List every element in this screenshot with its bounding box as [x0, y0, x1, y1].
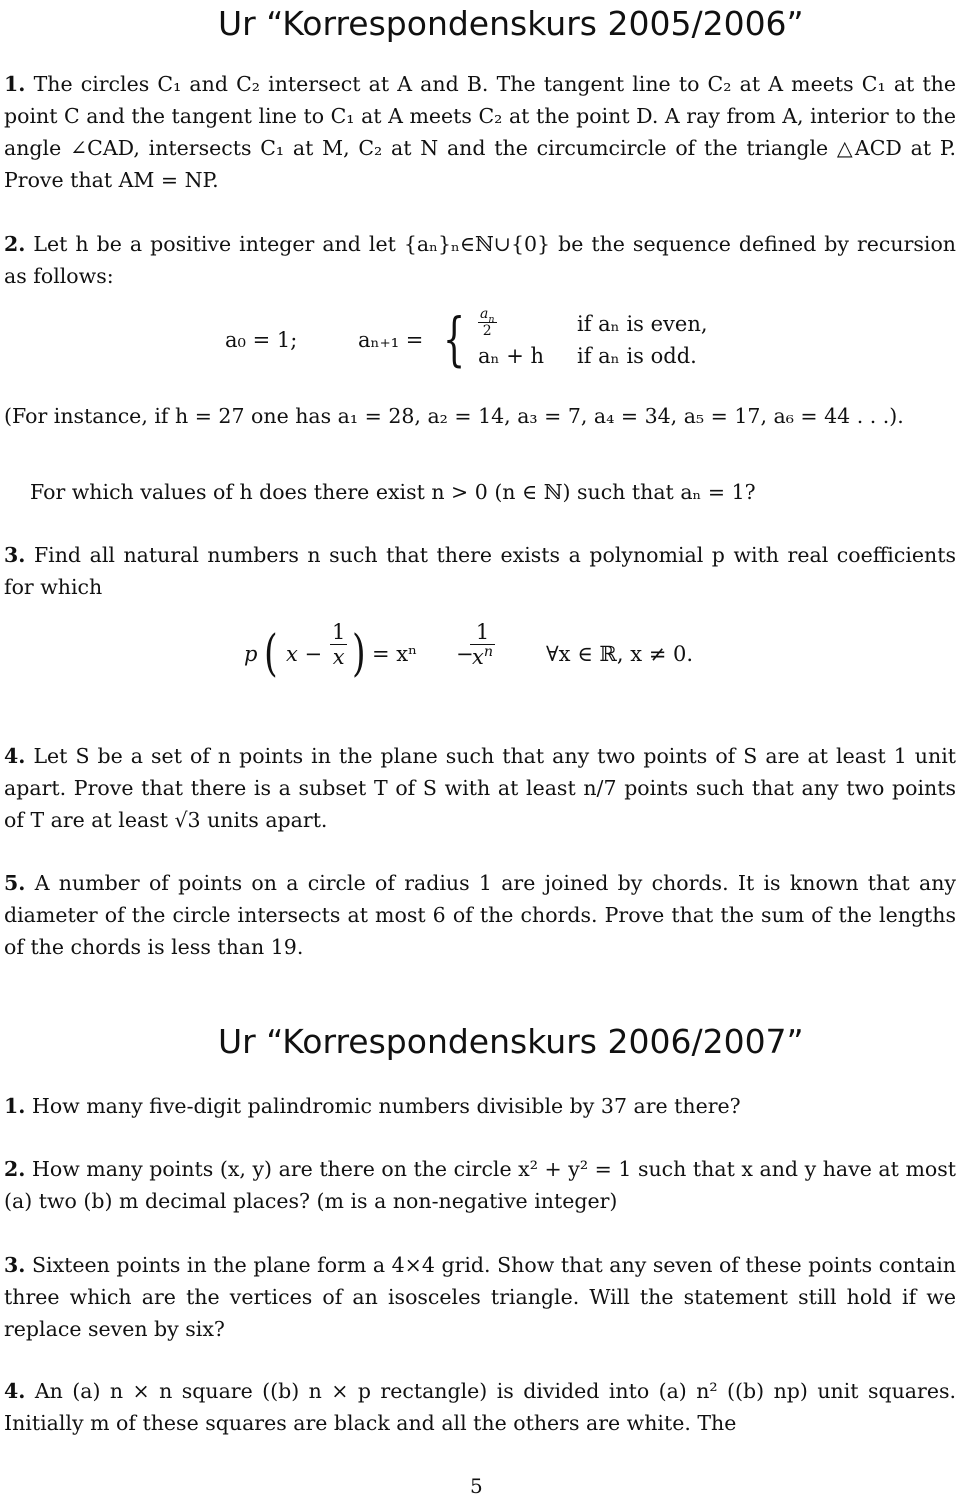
problem-2005-3 [4, 539, 956, 603]
problem-number: 5. [4, 871, 26, 895]
problem-2005-4 [4, 740, 956, 836]
problem-2005-1 [4, 68, 956, 196]
problem-text: How many points (x, y) are there on the circle x² + y² = 1 such that x and y have at most (a) two (b) m decimal places? (m is a non-negative integer) [4, 1157, 956, 1213]
problem-number: 2. [4, 1157, 26, 1181]
problem-text: A number of points on a circle of radius 1 are joined by chords. It is known that any diameter of the circle intersects at most 6 of the chords. Prove that the sum of the lengths of the chords is less than 19. [4, 871, 956, 959]
brace: { [443, 305, 466, 373]
problem-text: How many five-digit palindromic numbers divisible by 37 are there? [31, 1094, 741, 1118]
problem-number: 2. [4, 232, 26, 256]
problem-2006-1 [4, 1090, 956, 1122]
recursion-a0: a₀ = 1; [225, 328, 298, 352]
polynomial-equation: p ( x − $\frac{1}{x}$ ) = xⁿ − $\frac{1}{x^n}$ ∀x ∈ ℝ, x ≠ 0. [244, 620, 694, 682]
problem-text: Find all natural numbers n such that there exists a polynomial p with real coefficients for which [4, 543, 956, 599]
problem-text: The circles C₁ and C₂ intersect at A and B. The tangent line to C₂ at A meets C₁ at the point C and the tangent line to C₁ at A meets C₂ at the point D. A ray from A, interior to the angle ∠CAD, intersects C₁ at M, C₂ at N and the circumcircle of the triangle △ACD at P. Prove that AM = NP. [4, 72, 956, 192]
case2-value: aₙ + h [478, 344, 545, 368]
problem-text: Sixteen points in the plane form a 4×4 grid. Show that any seven of these points contain three which are the vertices of an isosceles triangle. Will the statement still hold if we replace seven by six? [4, 1253, 956, 1341]
recursion-formula [225, 305, 745, 380]
problem-number: 4. [4, 1379, 26, 1403]
equation-rhs: = xⁿ [372, 642, 418, 666]
equation-quantifier: ∀x ∈ ℝ, x ≠ 0. [546, 642, 694, 666]
case1-condition: if aₙ is even, [577, 312, 708, 336]
problem-number: 3. [4, 1253, 26, 1277]
problem-2006-3 [4, 1249, 956, 1345]
problem-text: An (a) n × n square ((b) n × p rectangle) is divided into (a) n² ((b) np) unit squares. Initially m of these squares are black and all the others are white. The [4, 1379, 956, 1435]
section-title-2005: Ur “Korrespondenskurs 2005/2006” [218, 4, 804, 43]
problem-number: 4. [4, 744, 26, 768]
problem-number: 1. [4, 72, 26, 96]
page-number: 5 [470, 1474, 483, 1498]
problem-number: 3. [4, 543, 26, 567]
problem-text: Let h be a positive integer and let {aₙ}ₙ∈ℕ∪{0} be the sequence defined by recursion as follows: [4, 232, 956, 288]
recursion-lhs: aₙ₊₁ = [358, 328, 424, 352]
problem-2006-2 [4, 1153, 956, 1217]
problem-number: 1. [4, 1094, 26, 1118]
case2-condition: if aₙ is odd. [577, 344, 697, 368]
case1-fraction: $\frac{a_n}{2}$ [480, 306, 495, 339]
problem-2005-2 [4, 228, 956, 292]
section-title-2006: Ur “Korrespondenskurs 2006/2007” [218, 1022, 804, 1061]
problem-2006-4 [4, 1375, 956, 1439]
problem-2005-2-instance: (For instance, if h = 27 one has a₁ = 28, a₂ = 14, a₃ = 7, a₄ = 34, a₅ = 17, a₆ = 44 . . .). [4, 404, 904, 428]
problem-text: Let S be a set of n points in the plane such that any two points of S are at least 1 unit apart. Prove that there is a subset T of S with at least n/7 points such that any two points of T are at least √3 units apart. [4, 744, 956, 832]
problem-2005-2-question: For which values of h does there exist n > 0 (n ∈ ℕ) such that aₙ = 1? [30, 480, 756, 504]
problem-2005-5 [4, 867, 956, 963]
